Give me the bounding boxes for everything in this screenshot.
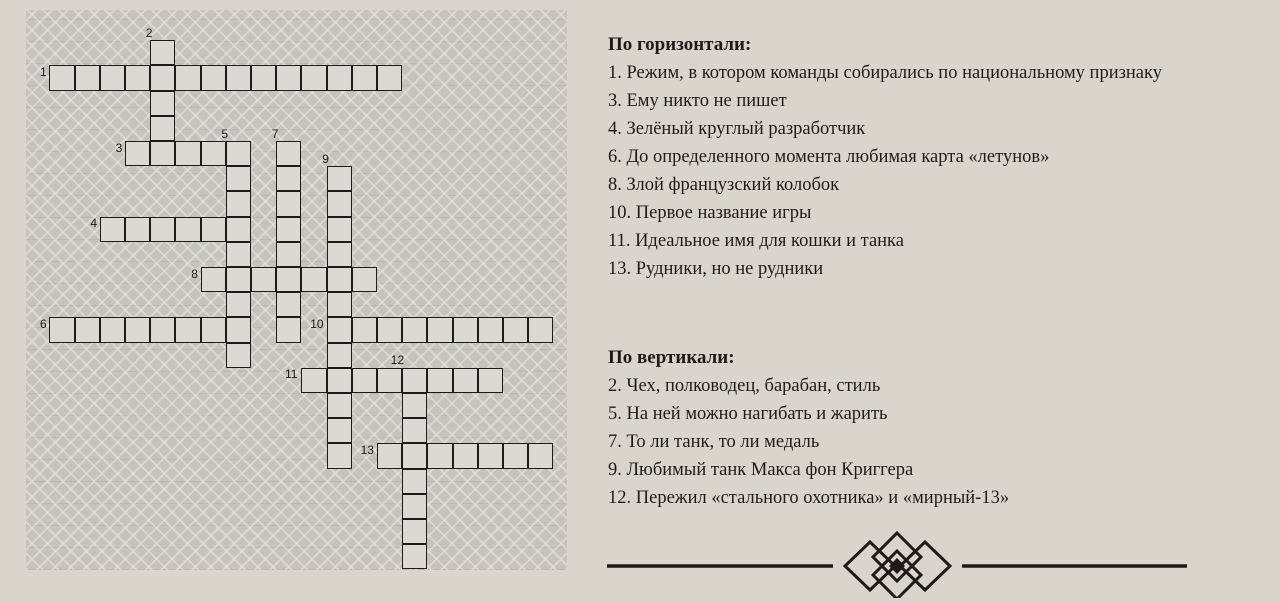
crossword-cell[interactable] [201, 217, 226, 242]
crossword-cell[interactable] [175, 217, 200, 242]
crossword-cell[interactable] [226, 217, 251, 242]
crossword-cell[interactable] [402, 317, 427, 342]
crossword-cell[interactable] [100, 317, 125, 342]
clues-column [608, 30, 1258, 508]
crossword-cell[interactable] [150, 91, 175, 116]
crossword-cell[interactable] [402, 544, 427, 569]
clue-number-label: 13 [360, 443, 374, 457]
crossword-cell[interactable] [478, 368, 503, 393]
clue-number-label: 1 [40, 65, 47, 79]
crossword-cell[interactable] [503, 317, 528, 342]
across-clue-13: 13. Рудники, но не рудники [608, 259, 824, 279]
crossword-cell[interactable] [478, 317, 503, 342]
crossword-cell[interactable] [125, 65, 150, 90]
down-clue-12: 12. Пережил «стального охотника» и «мирный-13» [608, 488, 1010, 508]
crossword-cell[interactable] [150, 40, 175, 65]
crossword-cell[interactable] [352, 65, 377, 90]
clue-number-label: 12 [390, 353, 405, 368]
crossword-cell[interactable] [49, 65, 74, 90]
crossword-cell[interactable] [327, 292, 352, 317]
crossword-cell[interactable] [201, 267, 226, 292]
crossword-cell[interactable] [377, 65, 402, 90]
crossword-cell[interactable] [150, 65, 175, 90]
clue-number-label: 3 [115, 140, 123, 155]
crossword-cell[interactable] [402, 494, 427, 519]
crossword-cell[interactable] [175, 317, 200, 342]
across-clue-11: 11. Идеальное имя для кошки и танка [608, 231, 904, 251]
clue-number-label: 5 [221, 126, 229, 141]
down-clue-9: 9. Любимый танк Макса фон Криггера [608, 460, 914, 480]
crossword-cell[interactable] [226, 267, 251, 292]
crossword-cell[interactable] [100, 65, 125, 90]
crossword-cell[interactable] [352, 317, 377, 342]
crossword-cell[interactable] [402, 443, 427, 468]
clue-number-label: 4 [90, 216, 98, 231]
across-clue-3: 3. Ему никто не пишет [608, 91, 787, 111]
across-clue-1: 1. Режим, в котором команды собирались по национальному признаку [608, 63, 1162, 83]
across-clue-4: 4. Зелёный круглый разработчик [608, 119, 866, 139]
crossword-cell[interactable] [150, 141, 175, 166]
crossword-cell[interactable] [327, 217, 352, 242]
crossword-cell[interactable] [226, 292, 251, 317]
across-clues [608, 31, 1258, 283]
crossword-cell[interactable] [125, 317, 150, 342]
crossword-cell[interactable] [226, 343, 251, 368]
across-clue-10: 10. Первое название игры [608, 203, 812, 223]
crossword-cell[interactable] [402, 519, 427, 544]
clue-number-label: 2 [145, 25, 153, 40]
crossword-cell[interactable] [226, 242, 251, 267]
crossword-cell[interactable] [276, 166, 301, 191]
crossword-cell[interactable] [478, 443, 503, 468]
clue-number-label: 7 [271, 126, 279, 141]
crossword-cell[interactable] [175, 141, 200, 166]
down-clue-7: 7. То ли танк, то ли медаль [608, 432, 820, 452]
crossword-cell[interactable] [402, 368, 427, 393]
crossword-cell[interactable] [453, 368, 478, 393]
crossword-cell[interactable] [528, 317, 553, 342]
down-clue-2: 2. Чех, полководец, барабан, стиль [608, 376, 881, 396]
crossword-cell[interactable] [377, 443, 402, 468]
crossword-cell[interactable] [276, 242, 301, 267]
crossword-cell[interactable] [276, 65, 301, 90]
crossword-cell[interactable] [327, 242, 352, 267]
crossword-cell[interactable] [352, 267, 377, 292]
crossword-cell[interactable] [49, 317, 74, 342]
clue-number-label: 6 [40, 317, 47, 331]
clue-number-label: 11 [285, 367, 298, 382]
crossword-cell[interactable] [377, 368, 402, 393]
crossword-cell[interactable] [226, 317, 251, 342]
crossword-cell[interactable] [226, 141, 251, 166]
crossword-cell[interactable] [226, 191, 251, 216]
crossword-panel [26, 10, 567, 570]
crossword-cell[interactable] [251, 267, 276, 292]
crossword-cell[interactable] [125, 217, 150, 242]
down-clue-5: 5. На ней можно нагибать и жарить [608, 404, 888, 424]
crossword-cell[interactable] [327, 393, 352, 418]
crossword-cell[interactable] [327, 267, 352, 292]
crossword-cell[interactable] [276, 217, 301, 242]
clue-number-label: 10 [310, 317, 324, 331]
crossword-cell[interactable] [251, 65, 276, 90]
interlocking-diamonds-icon [607, 528, 1187, 598]
crossword-cell[interactable] [150, 217, 175, 242]
crossword-cell[interactable] [201, 317, 226, 342]
crossword-cell[interactable] [276, 292, 301, 317]
crossword-cell[interactable] [528, 443, 553, 468]
crossword-cell[interactable] [327, 191, 352, 216]
crossword-cell[interactable] [377, 317, 402, 342]
crossword-cell[interactable] [503, 443, 528, 468]
crossword-cell[interactable] [75, 65, 100, 90]
down-clues [608, 344, 1009, 512]
down-heading: По вертикали: [608, 347, 735, 368]
crossword-cell[interactable] [150, 317, 175, 342]
crossword-cell[interactable] [427, 443, 452, 468]
crossword-cell[interactable] [100, 217, 125, 242]
clue-number-label: 8 [191, 266, 198, 281]
crossword-cell[interactable] [327, 317, 352, 342]
crossword-cell[interactable] [301, 267, 326, 292]
crossword-cell[interactable] [125, 141, 150, 166]
crossword-cell[interactable] [402, 418, 427, 443]
crossword-cell[interactable] [327, 368, 352, 393]
crossword-cell[interactable] [327, 166, 352, 191]
crossword-cell[interactable] [427, 317, 452, 342]
crossword-cell[interactable] [150, 116, 175, 141]
crossword-cell[interactable] [201, 141, 226, 166]
crossword-cell[interactable] [175, 65, 200, 90]
clue-number-label: 9 [322, 151, 329, 166]
crossword-cell[interactable] [327, 343, 352, 368]
crossword-cell[interactable] [301, 368, 326, 393]
crossword-cell[interactable] [327, 443, 352, 468]
crossword-cell[interactable] [276, 191, 301, 216]
crossword-cell[interactable] [402, 469, 427, 494]
crossword-cell[interactable] [201, 65, 226, 90]
crossword-cell[interactable] [402, 393, 427, 418]
across-clue-6: 6. До определенного момента любимая карта «летунов» [608, 147, 1050, 167]
crossword-cell[interactable] [276, 141, 301, 166]
across-clue-8: 8. Злой французский колобок [608, 175, 840, 195]
crossword-cell[interactable] [352, 368, 377, 393]
crossword-cell[interactable] [226, 65, 251, 90]
crossword-cell[interactable] [453, 317, 478, 342]
across-heading: По горизонтали: [608, 34, 752, 55]
crossword-cell[interactable] [327, 418, 352, 443]
crossword-cell[interactable] [276, 267, 301, 292]
crossword-cell[interactable] [226, 166, 251, 191]
crossword-grid [26, 10, 567, 570]
crossword-cell[interactable] [453, 443, 478, 468]
crossword-cell[interactable] [276, 317, 301, 342]
crossword-cell[interactable] [301, 65, 326, 90]
crossword-cell[interactable] [327, 65, 352, 90]
crossword-cell[interactable] [427, 368, 452, 393]
crossword-cell[interactable] [75, 317, 100, 342]
